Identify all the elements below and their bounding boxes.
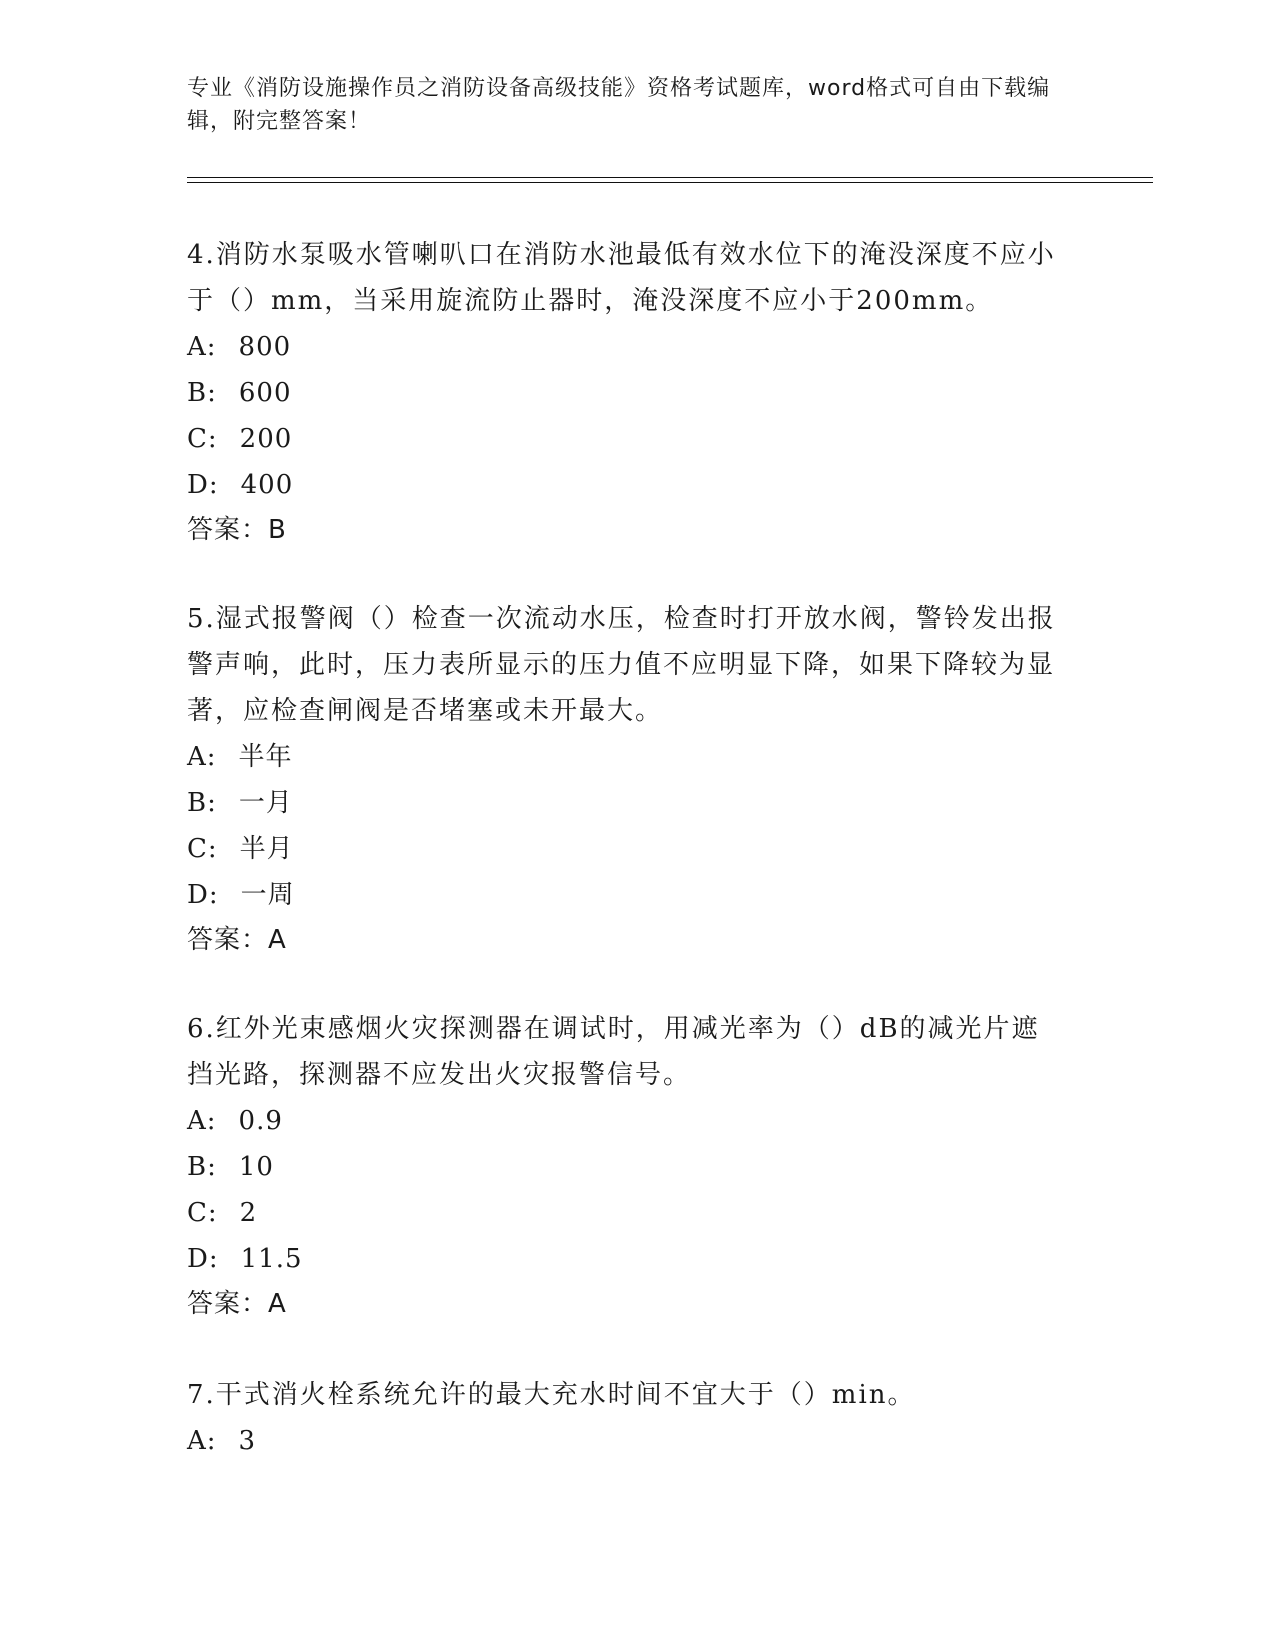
question-5: [187, 596, 1067, 962]
option-value: 800: [238, 332, 292, 362]
option-key: D:: [187, 880, 219, 910]
question-6: [187, 1006, 1067, 1326]
option-value: 400: [240, 470, 294, 500]
option-c: [187, 1190, 1067, 1236]
option-d: [187, 1236, 1067, 1282]
option-a: [187, 324, 1067, 370]
option-value: 3: [238, 1426, 257, 1456]
question-text: 5.湿式报警阀（）检查一次流动水压，检查时打开放水阀，警铃发出报警声响，此时，压力表所显示的压力值不应明显下降，如果下降较为显著，应检查闸阀是否堵塞或未开最大。: [187, 604, 1056, 726]
option-value: 600: [238, 378, 292, 408]
option-key: C:: [187, 834, 218, 864]
option-b: [187, 370, 1067, 416]
answer-line: 答案：A: [187, 1289, 287, 1319]
option-value: 半年: [238, 742, 293, 772]
question-text: 7.干式消火栓系统允许的最大充水时间不宜大于（）min。: [187, 1380, 916, 1410]
option-value: 半月: [239, 834, 294, 864]
option-b: [187, 780, 1067, 826]
option-key: A:: [187, 1426, 217, 1456]
option-value: 200: [239, 424, 293, 454]
answer-line: 答案：B: [187, 515, 287, 545]
option-key: C:: [187, 1198, 218, 1228]
question-4: [187, 232, 1067, 552]
option-d: [187, 462, 1067, 508]
option-value: 一月: [238, 788, 293, 818]
option-key: B:: [187, 1152, 217, 1182]
option-value: 0.9: [238, 1106, 283, 1136]
answer-line: 答案：A: [187, 925, 287, 955]
option-b: [187, 1144, 1067, 1190]
header-divider-bottom: [187, 182, 1153, 183]
option-value: 2: [239, 1198, 258, 1228]
option-key: A:: [187, 1106, 217, 1136]
option-key: A:: [187, 742, 217, 772]
option-key: C:: [187, 424, 218, 454]
option-value: 11.5: [240, 1244, 303, 1274]
option-key: B:: [187, 378, 217, 408]
question-text: 6.红外光束感烟火灾探测器在调试时，用减光率为（）dB的减光片遮挡光路，探测器不应发出火灾报警信号。: [187, 1014, 1040, 1090]
option-c: [187, 826, 1067, 872]
option-a: [187, 1098, 1067, 1144]
option-key: D:: [187, 470, 219, 500]
option-a: [187, 734, 1067, 780]
option-value: 一周: [240, 880, 295, 910]
question-text: 4.消防水泵吸水管喇叭口在消防水池最低有效水位下的淹没深度不应小于（）mm，当采用旋流防止器时，淹没深度不应小于200mm。: [187, 240, 1056, 316]
option-key: B:: [187, 788, 217, 818]
question-7: [187, 1372, 1067, 1464]
option-value: 10: [238, 1152, 274, 1182]
option-c: [187, 416, 1067, 462]
header-divider-top: [187, 177, 1153, 178]
option-d: [187, 872, 1067, 918]
option-key: D:: [187, 1244, 219, 1274]
option-key: A:: [187, 332, 217, 362]
option-a: [187, 1418, 1067, 1464]
document-header: 专业《消防设施操作员之消防设备高级技能》资格考试题库，word格式可自由下载编辑，附完整答案！: [187, 76, 1051, 134]
